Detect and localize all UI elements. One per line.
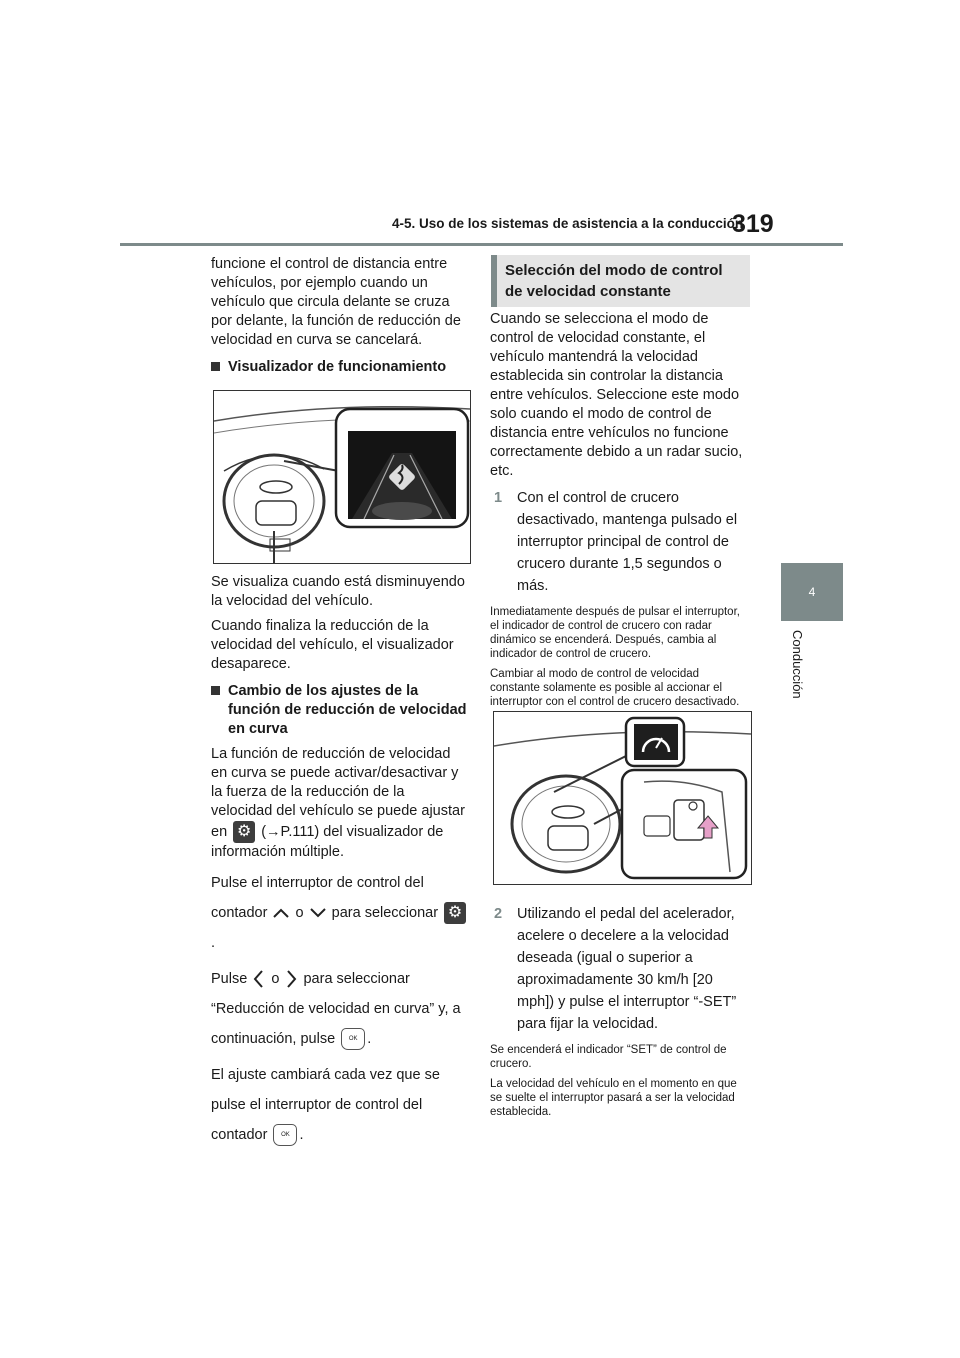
settings-gear-icon: ⚙ <box>444 902 466 924</box>
chevron-left-icon <box>251 968 267 990</box>
section-heading: Selección del modo de control de velocidad constante <box>491 255 750 307</box>
ok-button-icon: OK <box>341 1028 365 1050</box>
paragraph: funcione el control de distancia entre vehículos, por ejemplo cuando un vehículo que circula delante se cruza por delante, la función de reducción de velocidad en curva se cancelará. <box>211 256 461 348</box>
operation-display-figure <box>213 390 471 564</box>
note: Inmediatamente después de pulsar el interruptor, el indicador de control de crucero con radar dinámico se encenderá. Después, cambia al indicador de control de crucero. <box>490 606 740 660</box>
chevron-down-icon <box>308 906 328 920</box>
paragraph: Cuando finaliza la reducción de la velocidad del vehículo, el visualizador desaparece. <box>211 618 454 672</box>
ok-button-icon: OK <box>273 1124 297 1146</box>
chapter-label: Conducción <box>790 630 805 699</box>
note: Cambiar al modo de control de velocidad constante solamente es posible al accionar el interruptor con el control de crucero desactivado. <box>490 668 740 708</box>
paragraph: Se visualiza cuando está disminuyendo la velocidad del vehículo. <box>211 574 465 609</box>
step-number: 2 <box>494 906 503 922</box>
step-number: 1 <box>494 490 503 506</box>
chevron-right-icon <box>283 968 299 990</box>
subheading: Visualizador de funcionamiento <box>211 358 469 377</box>
note: La velocidad del vehículo en el momento en que se suelte el interruptor pasará a ser la velocidad establecida. <box>490 1078 737 1118</box>
paragraph: La función de reducción de velocidad en curva se puede activar/desactivar y la fuerza de la reducción de la velocidad del vehículo se puede ajustar en ⚙ (→P.111) del visualizador de información múltiple. <box>211 746 465 860</box>
page-number: 319 <box>732 210 774 238</box>
steering-switch-illustration <box>494 712 751 884</box>
paragraph: El ajuste cambiará cada vez que se pulse el interruptor de control del contador OK . <box>211 1060 469 1150</box>
cruise-switch-figure <box>493 711 752 885</box>
note: Se encenderá el indicador “SET” de control de crucero. <box>490 1044 727 1070</box>
header-rule <box>120 243 843 246</box>
step-1: 1 Con el control de crucero desactivado, mantenga pulsado el interruptor principal de control de crucero durante 1,5 segundos o más. <box>490 487 750 597</box>
running-header: 4-5. Uso de los sistemas de asistencia a la conducción <box>392 216 744 231</box>
paragraph: Cuando se selecciona el modo de control de velocidad constante, el vehículo mantendrá la velocidad establecida sin controlar la distancia entre vehículos. Seleccione este modo solo cuando el modo de control de distancia entre vehículos no funcione correctamente debido a un radar sucio, etc. <box>490 311 743 479</box>
paragraph: Pulse el interruptor de control del contador o para seleccionar ⚙ . <box>211 868 469 958</box>
paragraph: Pulse o para seleccionar “Reducción de velocidad en curva” y, a continuación, pulse OK . <box>211 964 469 1054</box>
dashboard-illustration <box>214 391 470 563</box>
chapter-tab: 4 <box>781 563 843 621</box>
step-2: 2 Utilizando el pedal del acelerador, acelere o decelere a la velocidad deseada (igual o superior a aproximadamente 30 km/h [20 mph]) y pulse el interruptor “-SET” para fijar la velocidad. <box>490 903 750 1035</box>
subheading: Cambio de los ajustes de la función de reducción de velocidad en curva <box>211 682 469 739</box>
settings-gear-icon: ⚙ <box>233 821 255 843</box>
chevron-up-icon <box>271 906 291 920</box>
